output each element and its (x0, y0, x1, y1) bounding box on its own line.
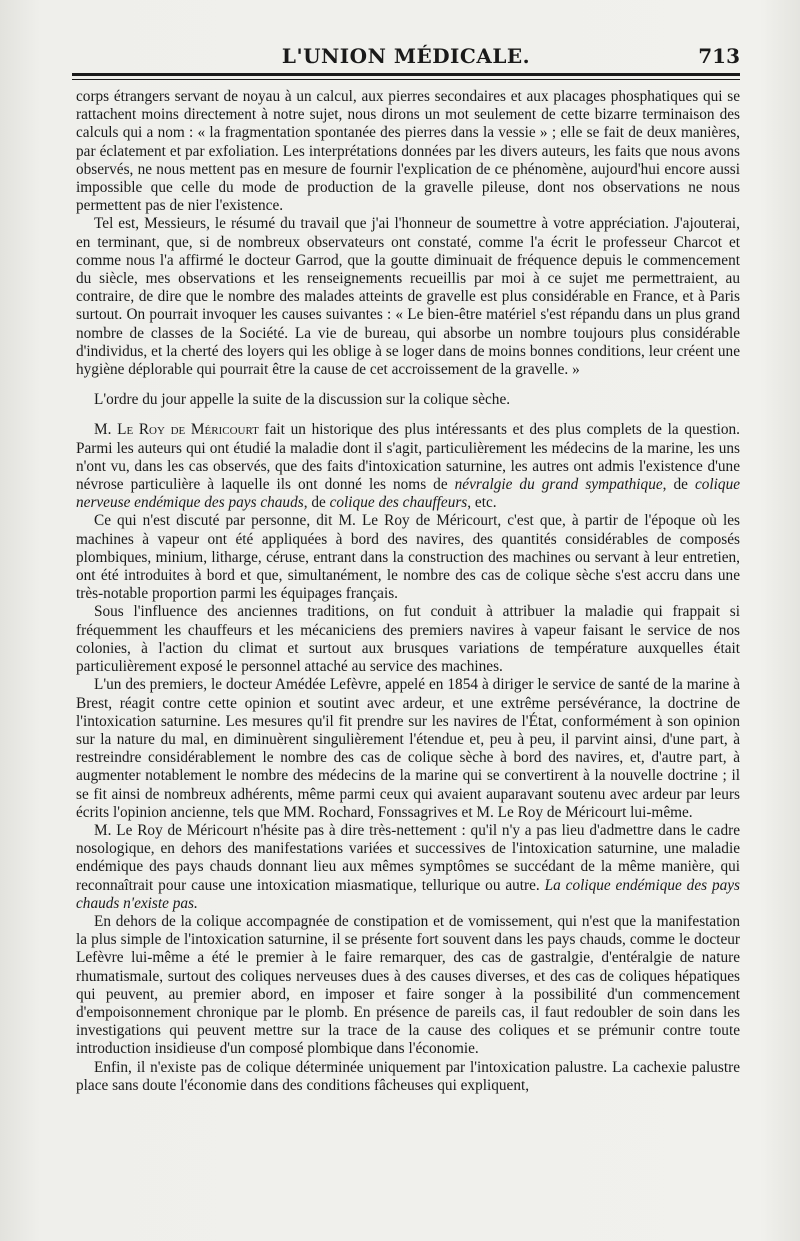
speaker-name: M. Le Roy de Méricourt (94, 421, 259, 439)
term-colique-chauffeurs: colique des chauffeurs (329, 494, 468, 512)
journal-title: L'UNION MÉDICALE. (281, 44, 531, 68)
header-rule-thin (72, 79, 740, 80)
statement-colique-n-existe-pas: La colique endémique des pays chauds n'existe pas. (76, 876, 740, 912)
paragraph-anciennes-traditions: Sous l'influence des anciennes traditions, on fut conduit à attribuer la maladie qui frappait si fréquemment les chauffeurs et les mécaniciens des premiers navires à vapeur faisant le service de nos colonies, à l'action du climat et surtout aux brusques variations de température auxquelles était particulièrement exposé le personnel attaché au service des machines. (76, 603, 740, 676)
page-number: 713 (698, 44, 740, 68)
paragraph-ordre-du-jour: L'ordre du jour appelle la suite de la discussion sur la colique sèche. (94, 391, 511, 409)
paragraph-intoxication-palustre: Enfin, il n'existe pas de colique déterminée uniquement par l'intoxication palustre. La cachexie palustre place sans doute l'économie dans des conditions fâcheuses qui expliquent, (76, 1058, 740, 1094)
term-colique-nerveuse: colique nerveuse endémique des pays chauds (76, 476, 741, 512)
paragraph-lefevre: L'un des premiers, le docteur Amédée Lefèvre, appelé en 1854 à diriger le service de santé de la marine à Brest, réagit contre cette opinion et soutint avec ardeur, et une extrême persévérance, la doctrine de l'intoxication saturnine. Les mesures qu'il fit prendre sur les navires de l'État, conformément à son opinion sur la nature du mal, en diminuèrent singulièrement l'étendue et, peu à peu, il parvint ainsi, d'une part, à restreindre considérablement le nombre des cas de colique sèche à bord des navires, et, d'autre part, à augmenter notablement le nombre des médecins de la marine qui se convertirent à la nouvelle doctrine ; il se fit ainsi de nombreux adhérents, même parmi ceux qui avaient auparavant soutenu avec ardeur par leurs écrits l'opinion ancienne, tels que MM. Rochard, Fonssagrives et M. Le Roy de Méricourt lui-même. (76, 676, 740, 821)
header-rule-thick (72, 73, 740, 76)
paragraph-conclusion-gravelle: Tel est, Messieurs, le résumé du travail que j'ai l'honneur de soumettre à votre appréciation. J'ajouterai, en terminant, que, si de nombreux observateurs ont constaté, comme l'a écrit le professeur Charcot et comme nous l'a affirmé le docteur Garrod, que la goutte diminuait de fréquence depuis le commencement du siècle, mes observations et les renseignements recueillis par moi à ce sujet me permettraient, au contraire, de dire que le nombre des malades atteints de gravelle est plus considérable en France, et à Paris surtout. On pourrait invoquer les causes suivantes : « Le bien-être matériel s'est répandu dans un plus grand nombre de classes de la Société. La vie de bureau, qui absorbe un nombre toujours plus considérable d'individus, et la cherté des loyers qui les oblige à se loger dans de moins bonnes conditions, leur créent une hygiène déplorable qui pourrait être la cause de cet accroissement de la gravelle. » (76, 215, 740, 379)
paragraph-conclusion-meriourt: M. Le Roy de Méricourt n'hésite pas à dire très-nettement : qu'il n'y a pas lieu d'admettre dans le cadre nosologique, en dehors des manifestations variées et successives de l'intoxication saturnine, une maladie endémique des pays chauds donnant lieu aux mêmes symptômes se succédant de la même manière, qui reconnaîtrait pour cause une intoxication miasmatique, tellurique ou autre. La colique endémique des pays chauds n'existe pas. (76, 821, 740, 912)
paragraph-machines-vapeur: Ce qui n'est discuté par personne, dit M. Le Roy de Méricourt, c'est que, à partir de l'époque où les machines à vapeur ont été appliquées à bord des navires, des quantités considérables de composés plombiques, minium, litharge, céruse, entrant dans la construction des machines ou servant à leur entretien, ont été introduites à bord et que, simultanément, le nombre des cas de colique sèche s'est accru dans une très-notable proportion parmi les équipages français. (76, 512, 740, 603)
article-body (76, 88, 740, 1095)
paragraph-historique-colique: M. Le Roy de Méricourt fait un historique des plus intéressants et des plus complets de la question. Parmi les auteurs qui ont étudié la maladie dont il s'agit, particulièrement les médecins de la marine, les uns n'ont vu, dans les cas observés, que des faits d'intoxication saturnine, les autres ont admis l'existence d'une névrose particulière à laquelle ils ont donné les noms de névralgie du grand sympathique, de colique nerveuse endémique des pays chauds, de colique des chauffeurs, etc. (76, 421, 741, 512)
paragraph-calculs-continuation: corps étrangers servant de noyau à un calcul, aux pierres secondaires et aux placages phosphatiques qui se rattachent moins directement à notre sujet, nous dirons un mot seulement de cette bizarre terminaison des calculs qui a nom : « la fragmentation spontanée des pierres dans la vessie » ; elle se fait de deux manières, par éclatement et par exfoliation. Les interprétations données par les divers auteurs, les faits que nous avons observés, ne nous mettent pas en mesure de fournir l'explication de ce phénomène, aujourd'hui encore aussi impossible que celle du mode de production de la gravelle pileuse, dont nos observations ne nous permettent pas de nier l'existence. (76, 88, 740, 215)
term-nevralgie: névralgie du grand sympathique (454, 476, 663, 494)
page-header (72, 44, 740, 72)
paragraph-autres-coliques: En dehors de la colique accompagnée de constipation et de vomissement, qui n'est que la manifestation la plus simple de l'intoxication saturnine, il se présente fort souvent dans les pays chauds, comme le docteur Lefèvre lui-même a été le premier à le faire remarquer, des cas de gastralgie, d'entéralgie de nature rhumatismale, surtout des coliques nerveuses dues à des causes diverses, et des cas de coliques hépatiques qui peuvent, au premier abord, en imposer et faire songer à la possibilité d'un commencement d'empoisonnement chronique par le plomb. En présence de pareils cas, il faut redoubler de soin dans les investigations qui peuvent mettre sur la trace de la cause des coliques et se prémunir contre toute introduction insidieuse d'un composé plombique dans l'économie. (76, 912, 740, 1058)
